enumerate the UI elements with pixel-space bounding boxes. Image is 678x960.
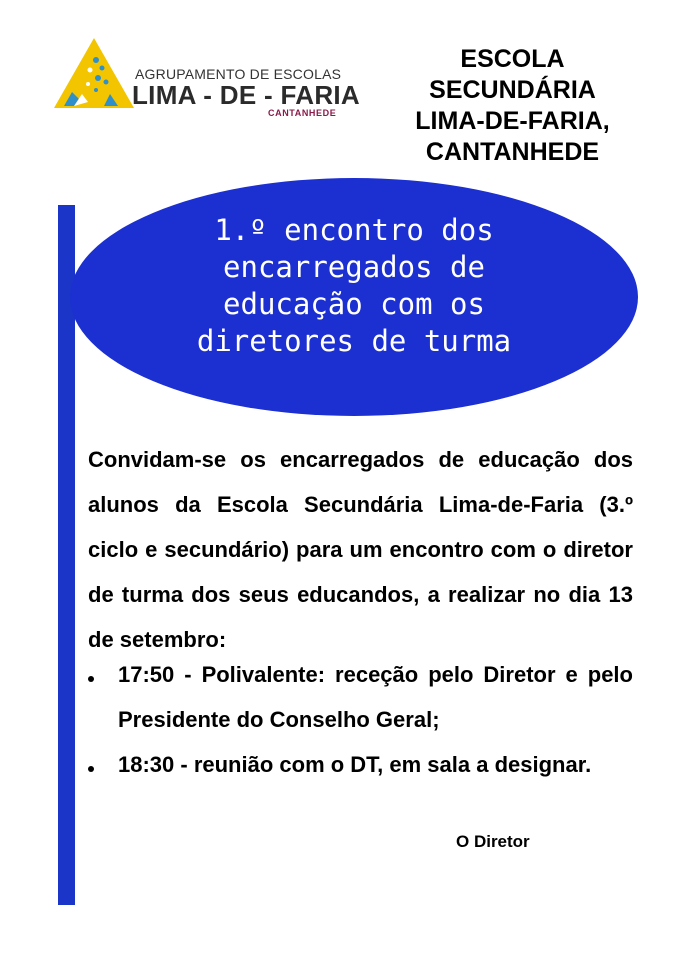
schedule-item-text: 17:50 - Polivalente: receção pelo Diretor e pelo Presidente do Conselho Geral;: [118, 662, 633, 732]
school-title-line: SECUNDÁRIA: [429, 76, 596, 104]
schedule-item: [88, 742, 633, 787]
logo-line-lima-de-faria: LIMA - DE - FARIA: [132, 80, 361, 110]
school-title-line: CANTANHEDE: [425, 138, 600, 166]
signature: O Diretor: [456, 832, 530, 851]
school-title-line: LIMA-DE-FARIA,: [415, 107, 610, 135]
school-title-line: ESCOLA: [460, 45, 565, 73]
invitation-paragraph: Convidam-se os encarregados de educação dos alunos da Escola Secundária Lima-de-Faria (3.º ciclo e secundário) para um encontro com o diretor de turma dos seus educandos, a realizar no dia 13 de setembro:: [88, 447, 633, 652]
banner-title-line: diretores de turma: [196, 324, 512, 358]
logo-line-agrupamento: AGRUPAMENTO DE ESCOLAS: [135, 66, 342, 82]
banner-title-line: educação com os: [223, 287, 485, 321]
bullet-icon: [88, 676, 94, 682]
logo-line-cantanhede: CANTANHEDE: [268, 108, 337, 118]
school-logo: [52, 36, 361, 120]
banner-title: [130, 212, 578, 360]
banner-title-line: 1.º encontro dos: [214, 213, 494, 247]
schedule-list: [88, 652, 633, 787]
banner-title-line: encarregados de: [223, 250, 485, 284]
schedule-item: [88, 652, 633, 742]
bullet-icon: [88, 766, 94, 772]
school-title: [395, 44, 630, 168]
schedule-item-text: 18:30 - reunião com o DT, em sala a designar.: [118, 752, 592, 777]
triangle-logo-icon: [52, 36, 136, 112]
